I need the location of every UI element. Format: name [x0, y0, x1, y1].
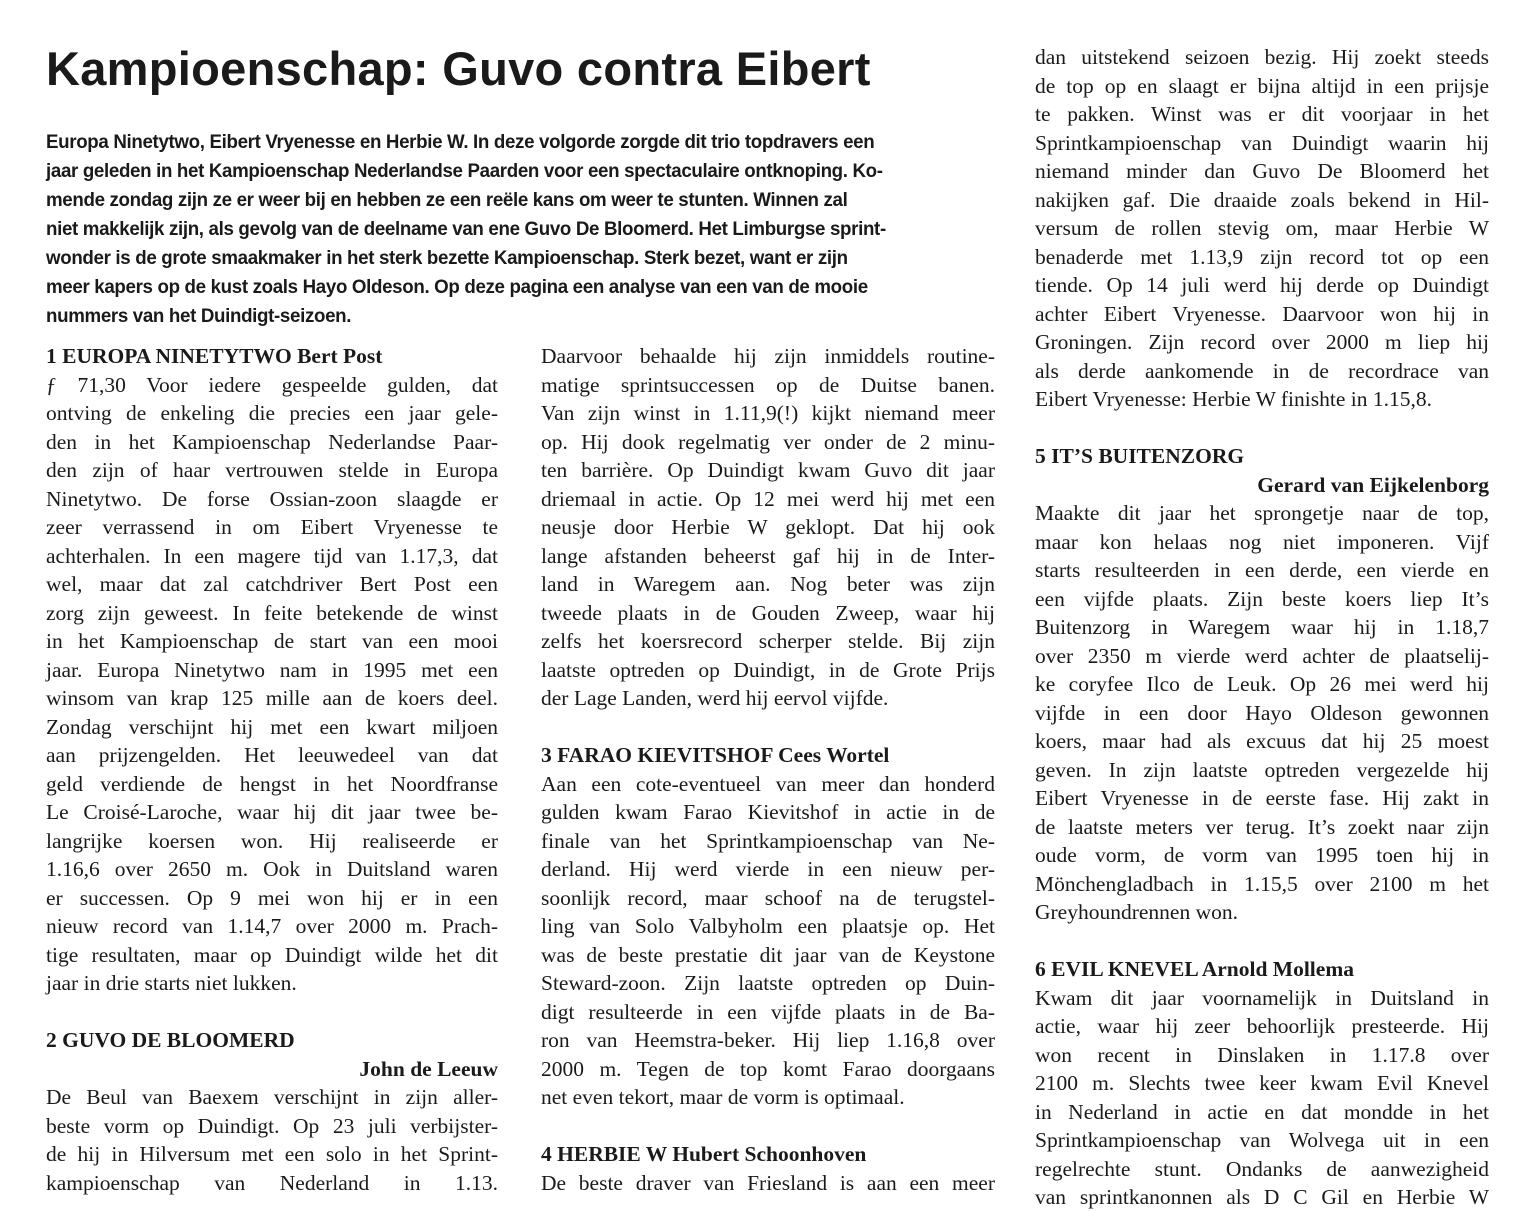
text-line: jaar. Europa Ninetytwo nam in 1995 met een	[46, 657, 498, 682]
text-line: over 2350 m vierde werd achter de plaatselij-	[1035, 643, 1489, 668]
text-line: Van zijn winst in 1.11,9(!) kijkt niemand meer	[541, 401, 995, 425]
text-line: kampioenschap van Nederland in 1.13.	[46, 1170, 498, 1195]
text-line: op. Hij dook regelmatig ver onder de 2 minu-	[541, 429, 995, 454]
text-line: versum de rollen stevig om, maar Herbie W	[1035, 216, 1489, 240]
text-line: finale van het Sprintkampioenschap van Ne-	[541, 828, 995, 853]
text-line: soonlijk record, maar schoof na de terugstel-	[541, 885, 995, 910]
text-line: de top op en slaagt er bijna altijd in een prijsje	[1035, 73, 1489, 98]
section-body	[1035, 43, 1489, 414]
text-line: de laatste meters ver terug. It’s zoekt naar zijn	[1035, 814, 1489, 839]
text-line: in het Kampioenschap de start van een mooi	[46, 629, 498, 653]
text-line: te pakken. Winst was er dit voorjaar in het	[1035, 102, 1489, 126]
text-line: tige resultaten, maar op Duindigt wilde het dit	[46, 942, 498, 967]
text-line: geven. In zijn laatste optreden vergezelde hij	[1035, 757, 1489, 782]
section-author: Gerard van Eijkelenborg	[1257, 472, 1489, 497]
text-line: driemaal in actie. Op 12 mei werd hij met een	[541, 486, 995, 511]
text-line: Sprintkampioenschap van Wolvega uit in een	[1035, 1128, 1489, 1152]
text-line: koers, maar had als excuus dat hij 25 moest	[1035, 729, 1489, 753]
intro-line: meer kapers op de kust zoals Hayo Oldeson. Op deze pagina een analyse van een van de mooie	[46, 276, 868, 298]
text-line: lange afstanden beheerst gaf hij in de Inter-	[541, 543, 995, 568]
text-line: winsom van krap 125 mille aan de koers deel.	[46, 686, 498, 710]
intro-line: niet makkelijk zijn, als gevolg van de deelname van ene Guvo De Bloomerd. Het Limburgse sprint-	[46, 218, 886, 240]
text-line: er successen. Op 9 mei won hij er in een	[46, 885, 498, 910]
text-line: jaar in drie starts niet lukken.	[46, 971, 297, 995]
text-line: 1.16,6 over 2650 m. Ook in Duitsland waren	[46, 857, 498, 881]
text-line: Maakte dit jaar het sprongetje naar de top,	[1035, 501, 1489, 525]
text-line: achterhalen. In een magere tijd van 1.17,3, dat	[46, 543, 498, 568]
text-line: Zondag verschijnt hij met een kwart miljoen	[46, 714, 498, 739]
section-author: Bert Post	[297, 344, 383, 368]
text-line: niemand minder dan Guvo De Bloomerd het	[1035, 159, 1489, 183]
text-line: tiende. Op 14 juli werd hij derde op Duindigt	[1035, 273, 1489, 297]
section-author: Cees Wortel	[778, 743, 890, 767]
text-line: oude vorm, de vorm van 1995 toen hij in	[1035, 843, 1489, 867]
intro-line: mende zondag zijn ze er weer bij en hebben ze een reële kans om weer te stunten. Winnen zal	[46, 189, 848, 211]
intro-paragraph	[46, 128, 958, 331]
section-title: 6 EVIL KNEVEL	[1035, 957, 1198, 981]
text-line: den zijn of haar vertrouwen stelde in Europa	[46, 458, 498, 482]
section-heading	[46, 1026, 498, 1055]
text-line: digt resulteerde in een vijfde plaats in de Ba-	[541, 999, 995, 1024]
section-heading	[1035, 442, 1489, 471]
text-line: zeer verrassend in om Eibert Vryenesse te	[46, 515, 498, 539]
text-line: was de beste prestatie dit jaar van de Keystone	[541, 942, 995, 967]
text-line: Buitenzorg in Waregem waar hij in 1.18,7	[1035, 615, 1489, 639]
text-line: dan uitstekend seizoen bezig. Hij zoekt steeds	[1035, 45, 1489, 69]
section-heading	[541, 741, 995, 770]
text-line: matige sprintsuccessen op de Duitse banen.	[541, 372, 995, 397]
section-title: 1 EUROPA NINETYTWO	[46, 344, 292, 368]
text-line: 2100 m. Slechts twee keer kwam Evil Knevel	[1035, 1071, 1489, 1095]
text-line: vijfde in een door Hayo Oldeson gewonnen	[1035, 700, 1489, 725]
text-line: Aan een cote-eventueel van meer dan honderd	[541, 771, 995, 796]
intro-line: nummers van het Duindigt-seizoen.	[46, 305, 352, 327]
text-line: aan prijzengelden. Het leeuwedeel van dat	[46, 743, 498, 767]
text-line: Eibert Vryenesse: Herbie W finishte in 1.15,8.	[1035, 387, 1432, 411]
text-line: 2000 m. Tegen de top komt Farao doorgaans	[541, 1056, 995, 1081]
text-line: ontving de enkeling die precies een jaar gele-	[46, 401, 498, 425]
column-3	[1035, 43, 1489, 1212]
section-body	[541, 342, 995, 713]
text-line: Kwam dit jaar voornamelijk in Duitsland in	[1035, 985, 1489, 1010]
intro-line: jaar geleden in het Kampioenschap Nederlandse Paarden voor een spectaculaire ontknoping. Ko-	[46, 160, 883, 182]
text-line: Le Croisé-Laroche, waar hij dit jaar twee be-	[46, 800, 498, 824]
text-line: langrijke koersen won. Hij realiseerde er	[46, 828, 498, 853]
section-body	[46, 371, 498, 998]
text-line: der Lage Landen, werd hij eervol vijfde.	[541, 686, 889, 710]
text-line: Ninetytwo. De forse Ossian-zoon slaagde er	[46, 486, 498, 511]
section-heading	[541, 1140, 995, 1169]
text-line: maar kon helaas nog niet imponeren. Vijf	[1035, 529, 1489, 554]
text-line: de hij in Hilversum met een solo in het Sprint-	[46, 1142, 498, 1166]
text-line: actie, waar hij zeer behoorlijk presteerde. Hij	[1035, 1014, 1489, 1038]
text-line: nakijken gaf. Die draaide zoals bekend in Hil-	[1035, 187, 1489, 212]
text-line: derland. Hij werd vierde in een nieuw per-	[541, 857, 995, 881]
intro-line: wonder is de grote smaakmaker in het sterk bezette Kampioenschap. Sterk bezet, want er zijn	[46, 247, 848, 269]
text-line: beste vorm op Duindigt. Op 23 juli verbijster-	[46, 1113, 498, 1138]
text-line: land in Waregem aan. Nog beter was zijn	[541, 572, 995, 596]
section-heading	[46, 342, 498, 371]
text-line: tweede plaats in de Gouden Zweep, waar hij	[541, 600, 995, 625]
text-line: De beste draver van Friesland is aan een meer	[541, 1170, 995, 1195]
text-line: Groningen. Zijn record over 2000 m liep hij	[1035, 330, 1489, 354]
text-line: starts resulteerden in een derde, een vierde en	[1035, 558, 1489, 582]
text-line: van sprintkanonnen als D C Gil en Herbie W	[1035, 1185, 1489, 1209]
section-author: John de Leeuw	[359, 1056, 498, 1081]
text-line: geld verdiende de hengst in het Noordfranse	[46, 771, 498, 796]
column-2	[541, 342, 995, 1197]
text-line: ten barrière. Op Duindigt kwam Guvo dit jaar	[541, 458, 995, 482]
section-title: 2 GUVO DE BLOOMERD	[46, 1028, 295, 1052]
text-line: Greyhoundrennen won.	[1035, 900, 1239, 924]
section-title: 3 FARAO KIEVITSHOF	[541, 743, 773, 767]
headline: Kampioenschap: Guvo contra Eibert	[46, 42, 871, 95]
section-body	[541, 1169, 995, 1198]
section-title: 4 HERBIE W	[541, 1142, 667, 1166]
text-line: net even tekort, maar de vorm is optimaal.	[541, 1085, 905, 1109]
text-line: Daarvoor behaalde hij zijn inmiddels routine-	[541, 344, 995, 368]
text-line: zelfs het koersrecord scherper stelde. Bij zijn	[541, 629, 995, 653]
text-line: Sprintkampioenschap van Duindigt waarin hij	[1035, 130, 1489, 155]
text-line: ƒ 71,30 Voor iedere gespeelde gulden, dat	[46, 372, 498, 397]
text-line: wel, maar dat zal catchdriver Bert Post een	[46, 572, 498, 596]
text-line: regelrechte stunt. Ondanks de aanwezigheid	[1035, 1156, 1489, 1181]
text-line: den in het Kampioenschap Nederlandse Paar-	[46, 429, 498, 454]
text-line: in Nederland in actie en dat mondde in het	[1035, 1099, 1489, 1124]
text-line: benaderde met 1.13,9 zijn record tot op een	[1035, 244, 1489, 269]
column-1	[46, 342, 498, 1197]
section-body	[1035, 499, 1489, 927]
text-line: won recent in Dinslaken in 1.17.8 over	[1035, 1042, 1489, 1067]
section-body	[541, 770, 995, 1112]
text-line: gulden kwam Farao Kievitshof in actie in de	[541, 800, 995, 824]
text-line: laatste optreden op Duindigt, in de Grote Prijs	[541, 657, 995, 682]
text-line: Steward-zoon. Zijn laatste optreden op Duin-	[541, 971, 995, 995]
text-line: zorg zijn geweest. In feite betekende de winst	[46, 600, 498, 625]
text-line: Mönchengladbach in 1.15,5 over 2100 m het	[1035, 871, 1489, 896]
text-line: ke coryfee Ilco de Leuk. Op 26 mei werd hij	[1035, 672, 1489, 696]
text-line: nieuw record van 1.14,7 over 2000 m. Prach-	[46, 914, 498, 938]
section-body	[46, 1083, 498, 1197]
text-line: De Beul van Baexem verschijnt in zijn aller-	[46, 1085, 498, 1109]
text-line: ron van Heemstra-beker. Hij liep 1.16,8 over	[541, 1028, 995, 1052]
section-title: 5 IT’S BUITENZORG	[1035, 444, 1245, 468]
text-line: neusje door Herbie W geklopt. Dat hij ook	[541, 515, 995, 539]
section-heading	[1035, 955, 1489, 984]
text-line: als derde aankomende in de recordrace van	[1035, 358, 1489, 383]
text-line: ling van Solo Valbyholm een plaatsje op. Het	[541, 914, 995, 938]
intro-line: Europa Ninetytwo, Eibert Vryenesse en Herbie W. In deze volgorde zorgde dit trio topdravers een	[46, 131, 875, 153]
text-line: Eibert Vryenesse in de eerste fase. Hij zakt in	[1035, 786, 1489, 810]
section-body	[1035, 984, 1489, 1212]
section-author: Arnold Mollema	[1201, 957, 1354, 981]
section-author: Hubert Schoonhoven	[672, 1142, 867, 1166]
text-line: een vijfde plaats. Zijn beste koers liep It’s	[1035, 586, 1489, 611]
text-line: achter Eibert Vryenesse. Daarvoor won hij in	[1035, 301, 1489, 326]
